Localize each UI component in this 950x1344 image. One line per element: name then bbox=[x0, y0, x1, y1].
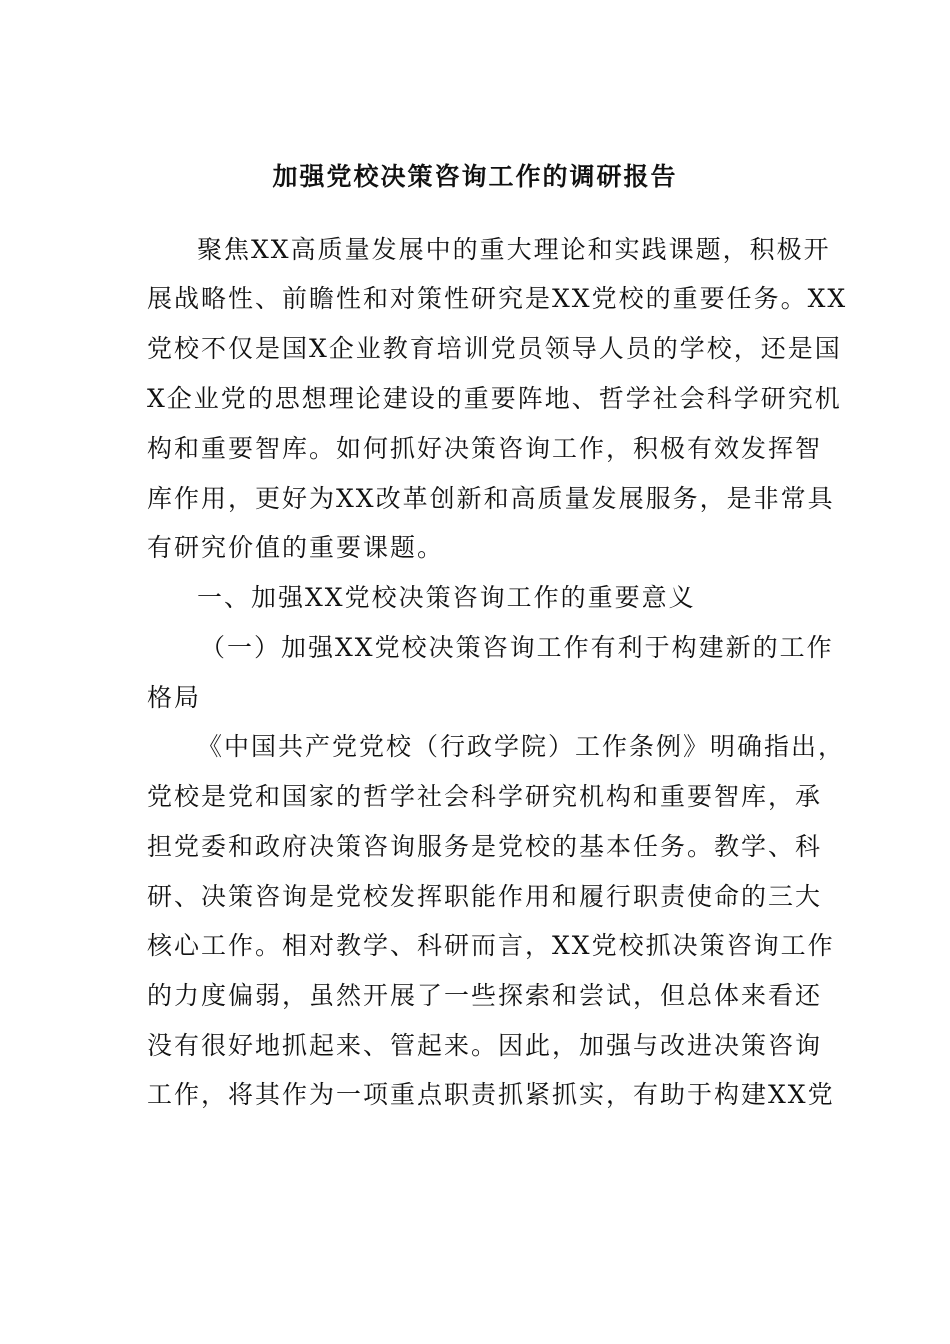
section-heading: 一、加强XX党校决策咨询工作的重要意义 bbox=[197, 583, 696, 612]
paragraph-line: 展战略性、前瞻性和对策性研究是XX党校的重要任务。XX bbox=[147, 284, 848, 313]
paragraph-line: 工作，将其作为一项重点职责抓紧抓实，有助于构建XX党 bbox=[147, 1080, 835, 1109]
paragraph-line: 研、决策咨询是党校发挥职能作用和履行职责使命的三大 bbox=[147, 882, 823, 911]
paragraph-line: 构和重要智库。如何抓好决策咨询工作，积极有效发挥智 bbox=[147, 434, 823, 463]
paragraph-line: 的力度偏弱，虽然开展了一些探索和尝试，但总体来看还 bbox=[147, 981, 823, 1010]
paragraph-line: 《中国共产党党校（行政学院）工作条例》明确指出， bbox=[197, 732, 846, 761]
paragraph-line: 库作用，更好为XX改革创新和高质量发展服务，是非常具 bbox=[147, 484, 835, 513]
paragraph-line: X企业党的思想理论建设的重要阵地、哲学社会科学研究机 bbox=[147, 384, 842, 413]
paragraph-line: 党校不仅是国X企业教育培训党员领导人员的学校，还是国 bbox=[147, 334, 842, 363]
subsection-heading-continued: 格局 bbox=[147, 683, 202, 712]
document-title: 加强党校决策咨询工作的调研报告 bbox=[272, 162, 678, 191]
subsection-heading: （一）加强XX党校决策咨询工作有利于构建新的工作 bbox=[200, 633, 834, 662]
paragraph-line: 聚焦XX高质量发展中的重大理论和实践课题，积极开 bbox=[197, 235, 831, 264]
paragraph-line: 党校是党和国家的哲学社会科学研究机构和重要智库，承 bbox=[147, 782, 823, 811]
paragraph-line: 担党委和政府决策咨询服务是党校的基本任务。教学、科 bbox=[147, 832, 823, 861]
paragraph-line: 核心工作。相对教学、科研而言，XX党校抓决策咨询工作 bbox=[147, 931, 835, 960]
paragraph-line: 没有很好地抓起来、管起来。因此，加强与改进决策咨询 bbox=[147, 1031, 823, 1060]
paragraph-line: 有研究价值的重要课题。 bbox=[147, 533, 445, 562]
